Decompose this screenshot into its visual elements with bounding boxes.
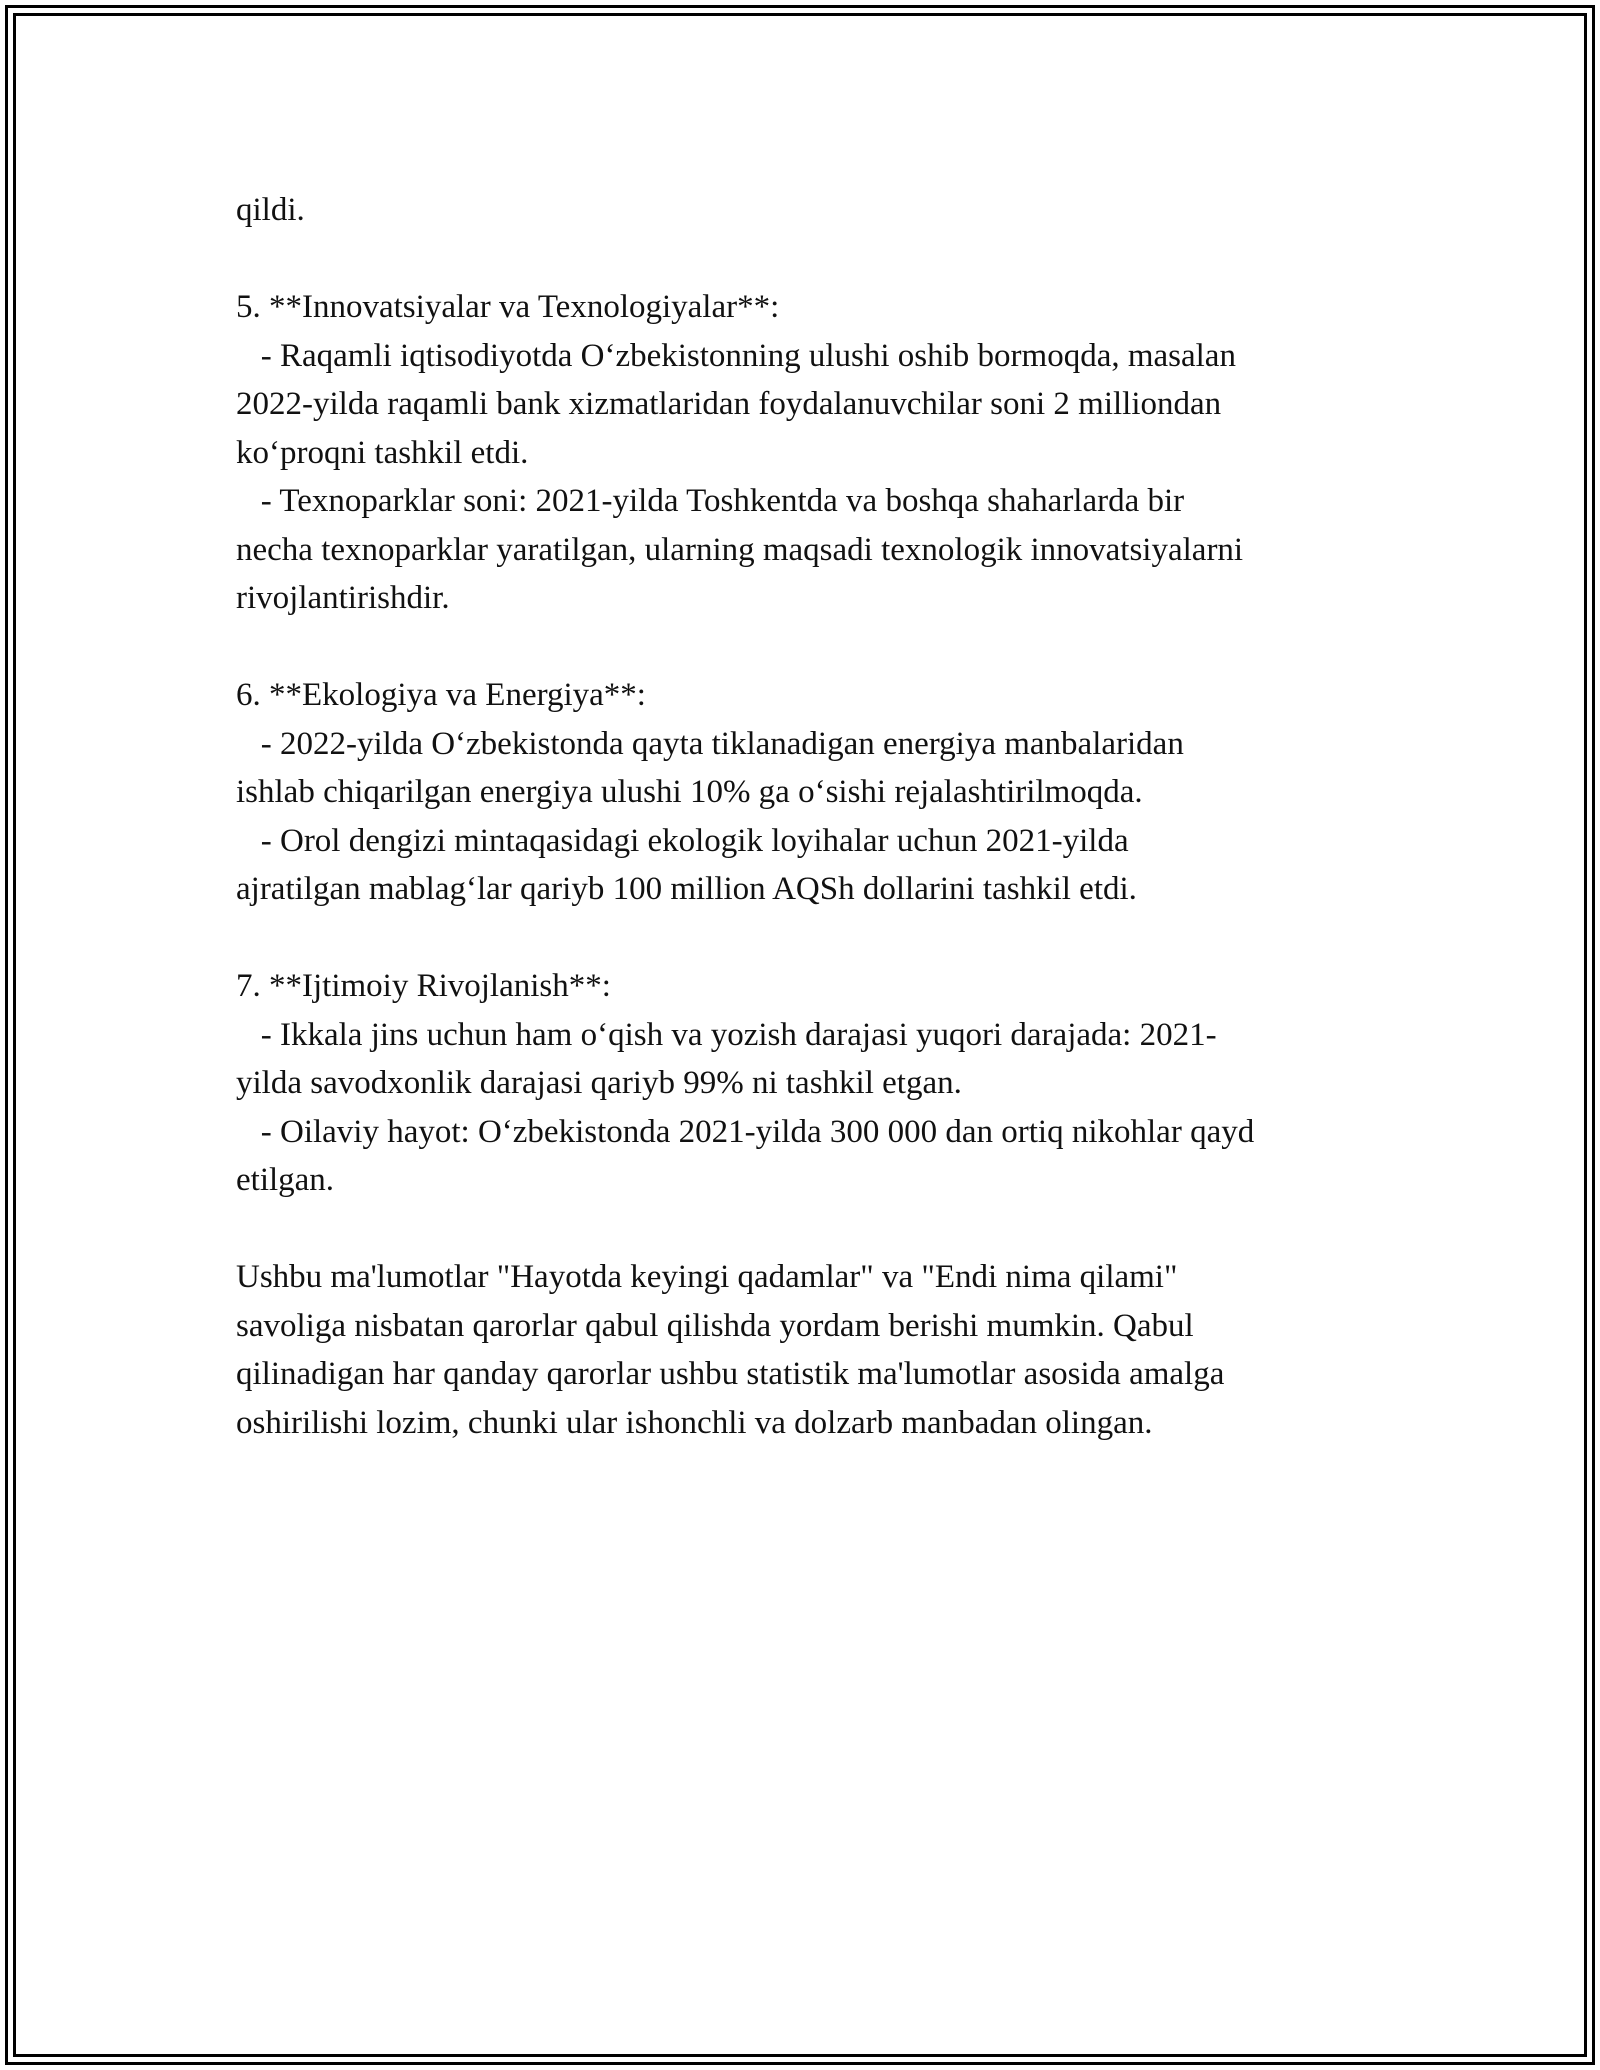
text-line: necha texnoparklar yaratilgan, ularning maqsadi texnologik innovatsiyalarni [236,531,1244,568]
text-line: - 2022-yilda O‘zbekistonda qayta tiklanadigan energiya manbalaridan [236,725,1184,762]
text-line: yilda savodxonlik darajasi qariyb 99% ni tashkil etgan. [236,1065,962,1101]
text-line: - Ikkala jins uchun ham o‘qish va yozish darajasi yuqori darajada: 2021- [236,1016,1217,1053]
blank-line [236,623,1386,672]
conclusion-line: savoliga nisbatan qarorlar qabul qilishda yordam berishi mumkin. Qabul [236,1307,1194,1344]
blank-line [236,235,1386,284]
conclusion-line: Ushbu ma'lumotlar "Hayotda keyingi qadamlar" va "Endi nima qilami" [236,1259,1178,1295]
blank-line [236,1205,1386,1254]
text-line: ko‘proqni tashkil etdi. [236,434,529,471]
text-line: etilgan. [236,1162,335,1198]
blank-line [236,914,1386,963]
text-line: qildi. [236,192,305,228]
text-line: - Raqamli iqtisodiyotda O‘zbekistonning ulushi oshib bormoqda, masalan [236,337,1236,374]
section-heading: 5. **Innovatsiyalar va Texnologiyalar**: [236,289,780,325]
text-line: - Texnoparklar soni: 2021-yilda Toshkentda va boshqa shaharlarda bir [236,483,1185,519]
document-body [236,186,1386,1447]
text-line: ajratilgan mablag‘lar qariyb 100 million AQSh dollarini tashkil etdi. [236,871,1137,907]
section-heading: 6. **Ekologiya va Energiya**: [236,677,646,713]
conclusion-line: oshirilishi lozim, chunki ular ishonchli va dolzarb manbadan olingan. [236,1404,1153,1441]
text-line: ishlab chiqarilgan energiya ulushi 10% ga o‘sishi rejalashtirilmoqda. [236,774,1143,810]
section-heading: 7. **Ijtimoiy Rivojlanish**: [236,968,611,1004]
text-line: - Orol dengizi mintaqasidagi ekologik loyihalar uchun 2021-yilda [236,822,1129,859]
text-line: - Oilaviy hayot: O‘zbekistonda 2021-yilda 300 000 dan ortiq nikohlar qayd [236,1113,1255,1150]
conclusion-line: qilinadigan har qanday qarorlar ushbu statistik ma'lumotlar asosida amalga [236,1356,1225,1392]
text-line: 2022-yilda raqamli bank xizmatlaridan foydalanuvchilar soni 2 milliondan [236,386,1222,422]
text-line: rivojlantirishdir. [236,580,450,616]
